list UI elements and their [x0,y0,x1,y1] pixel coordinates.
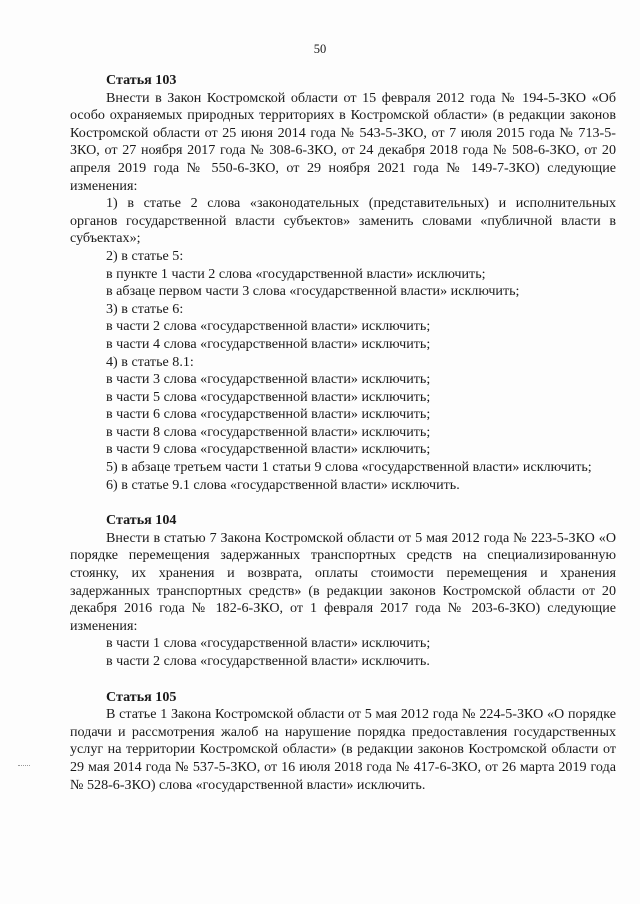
article-intro: В статье 1 Закона Костромской области от 5 мая 2012 года № 224-5-ЗКО «О порядке подачи и рассмотрения жалоб на нарушение порядка предоставления государственных услуг на территории Костромской области» (в редакции законов Костромской области от 29 мая 2014 года № 537-5-ЗКО, от 16 июля 2018 года № 417-6-ЗКО, от 26 марта 2019 года № 528-6-ЗКО) слова «государственной власти» исключить. [70,706,616,793]
article-103 [70,72,616,494]
list-item: 2) в статье 5: [106,247,184,264]
list-item: в части 9 слова «государственной власти» исключить; [106,441,431,458]
article-title: Статья 104 [106,512,177,529]
list-item: в части 1 слова «государственной власти» исключить; [106,635,431,652]
document-body [70,72,616,812]
list-item: 1) в статье 2 слова «законодательных (представительных) и исполнительных органов государственной власти субъектов» заменить словами «публичной власти в субъектах»; [70,195,616,247]
list-item: в абзаце первом части 3 слова «государственной власти» исключить; [106,283,520,300]
list-item: в части 8 слова «государственной власти» исключить; [106,423,431,440]
list-item: в части 2 слова «государственной власти» исключить; [106,318,431,335]
list-item: 5) в абзаце третьем части 1 статьи 9 слова «государственной власти» исключить; [106,459,592,476]
page-number: 50 [313,42,327,56]
list-item: в части 6 слова «государственной власти» исключить; [106,406,431,423]
article-104 [70,512,616,670]
article-title: Статья 103 [106,72,177,88]
list-item: в пункте 1 части 2 слова «государственной власти» исключить; [106,265,486,282]
list-item: 4) в статье 8.1: [106,353,194,370]
article-title: Статья 105 [106,688,177,705]
scan-margin-mark [18,765,30,769]
list-item: 3) в статье 6: [106,300,184,317]
list-item: в части 5 слова «государственной власти» исключить; [106,388,431,405]
list-item: 6) в статье 9.1 слова «государственной власти» исключить. [106,476,460,493]
list-item: в части 3 слова «государственной власти» исключить; [106,371,431,388]
article-105 [70,689,616,795]
article-intro: Внести в Закон Костромской области от 15 февраля 2012 года № 194-5-ЗКО «Об особо охраняемых природных территориях в Костромской области» (в редакции законов Костромской области от 25 июня 2014 года № 543-5-ЗКО, от 7 июля 2015 года № 713-5-ЗКО, от 27 ноября 2017 года № 308-6-ЗКО, от 24 декабря 2018 года № 508-6-ЗКО, от 20 апреля 2019 года № 550-6-ЗКО, от 29 ноября 2021 года № 149-7-ЗКО) следующие изменения: [70,89,616,194]
list-item: в части 2 слова «государственной власти» исключить. [106,653,430,669]
list-item: в части 4 слова «государственной власти» исключить; [106,335,431,352]
article-intro: Внести в статью 7 Закона Костромской области от 5 мая 2012 года № 223-5-ЗКО «О порядке перемещения задержанных транспортных средств на специализированную стоянку, их хранения и возврата, оплаты стоимости перемещения и хранения задержанных транспортных средств» (в редакции законов Костромской области от 20 декабря 2016 года № 182-6-ЗКО, от 1 февраля 2017 года № 203-6-ЗКО) следующие изменения: [70,529,616,634]
